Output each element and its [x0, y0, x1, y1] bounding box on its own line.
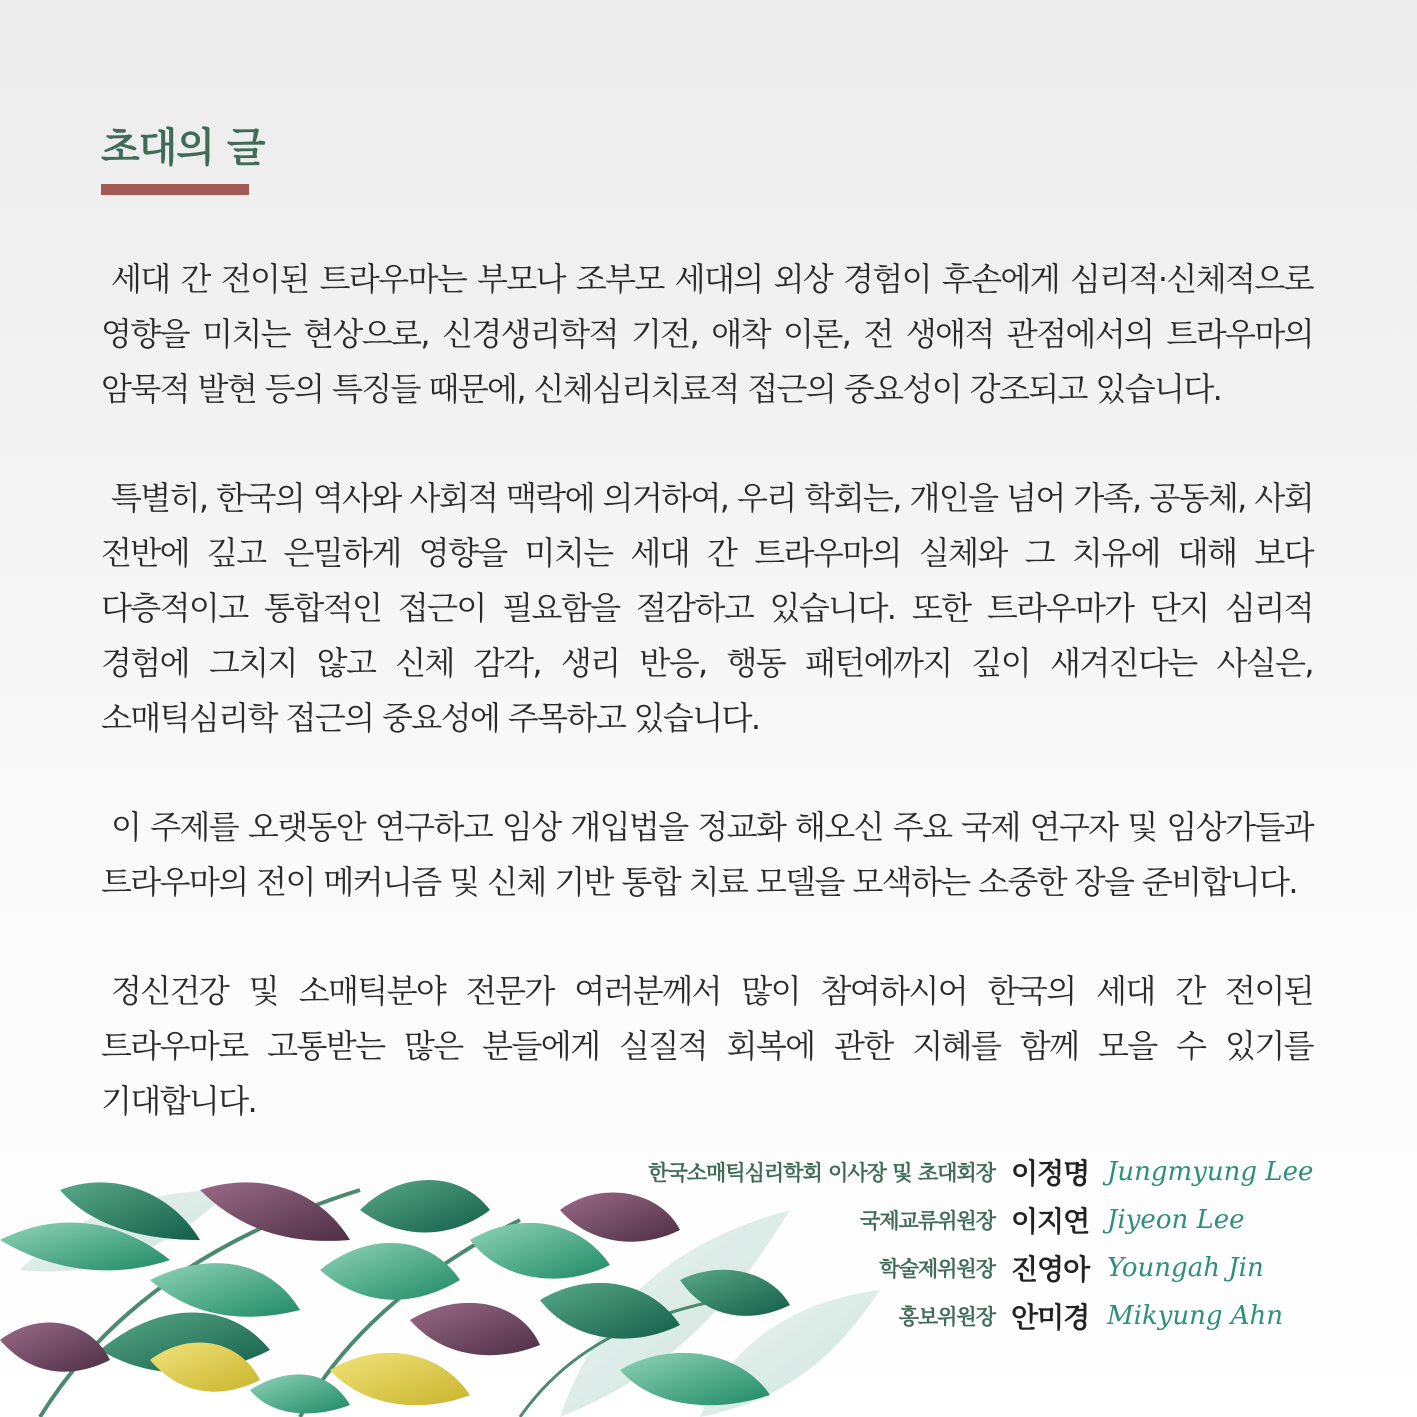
- title-underline: [101, 184, 249, 195]
- signature-handwritten: Jungmyung Lee: [1107, 1157, 1314, 1187]
- signature-handwritten: Jiyeon Lee: [1107, 1205, 1245, 1235]
- signature-row: [575, 1196, 1307, 1244]
- signature-role: 국제교류위원장: [859, 1209, 995, 1233]
- paragraph-3: 이 주제를 오랫동안 연구하고 임상 개입법을 정교화 해오신 주요 국제 연구자 및 임상가들과 트라우마의 전이 메커니즘 및 신체 기반 통합 치료 모델을 모색하는 소중한 장을 준비합니다.: [101, 808, 1313, 901]
- signature-role: 학술제위원장: [879, 1257, 995, 1281]
- signature-handwritten: Mikyung Ahn: [1107, 1301, 1284, 1331]
- signature-name: 이지연: [1011, 1205, 1090, 1238]
- signature-block: [575, 1148, 1314, 1340]
- signature-name: 진영아: [1011, 1253, 1090, 1286]
- invitation-body: [101, 252, 1313, 1183]
- signature-role: 한국소매틱심리학회 이사장 및 초대회장: [648, 1161, 995, 1185]
- signature-role: 홍보위원장: [898, 1305, 995, 1329]
- signature-handwritten: Youngah Jin: [1107, 1253, 1264, 1283]
- paragraph-1: 세대 간 전이된 트라우마는 부모나 조부모 세대의 외상 경험이 후손에게 심리적·신체적으로 영향을 미치는 현상으로, 신경생리학적 기전, 애착 이론, 전 생애적 관점에서의 트라우마의 암묵적 발현 등의 특징들 때문에, 신체심리치료적 접근의 중요성이 강조되고 있습니다.: [101, 260, 1313, 408]
- signature-row: [575, 1244, 1307, 1292]
- signature-row: [575, 1292, 1307, 1340]
- signature-row: [575, 1148, 1314, 1196]
- paragraph-2: 특별히, 한국의 역사와 사회적 맥락에 의거하여, 우리 학회는, 개인을 넘어 가족, 공동체, 사회 전반에 깊고 은밀하게 영향을 미치는 세대 간 트라우마의 실체와 그 치유에 대해 보다 다층적이고 통합적인 접근이 필요함을 절감하고 있습니다. 또한 트라우마가 단지 심리적 경험에 그치지 않고 신체 감각, 생리 반응, 행동 패턴에까지 깊이 새겨진다는 사실은, 소매틱심리학 접근의 중요성에 주목하고 있습니다.: [101, 479, 1313, 737]
- signature-name: 이정명: [1011, 1157, 1090, 1190]
- paragraph-4: 정신건강 및 소매틱분야 전문가 여러분께서 많이 참여하시어 한국의 세대 간 전이된 트라우마로 고통받는 많은 분들에게 실질적 회복에 관한 지혜를 함께 모을 수 있기를 기대합니다.: [101, 972, 1313, 1120]
- signature-name: 안미경: [1011, 1301, 1090, 1334]
- page-title: 초대의 글: [101, 125, 265, 171]
